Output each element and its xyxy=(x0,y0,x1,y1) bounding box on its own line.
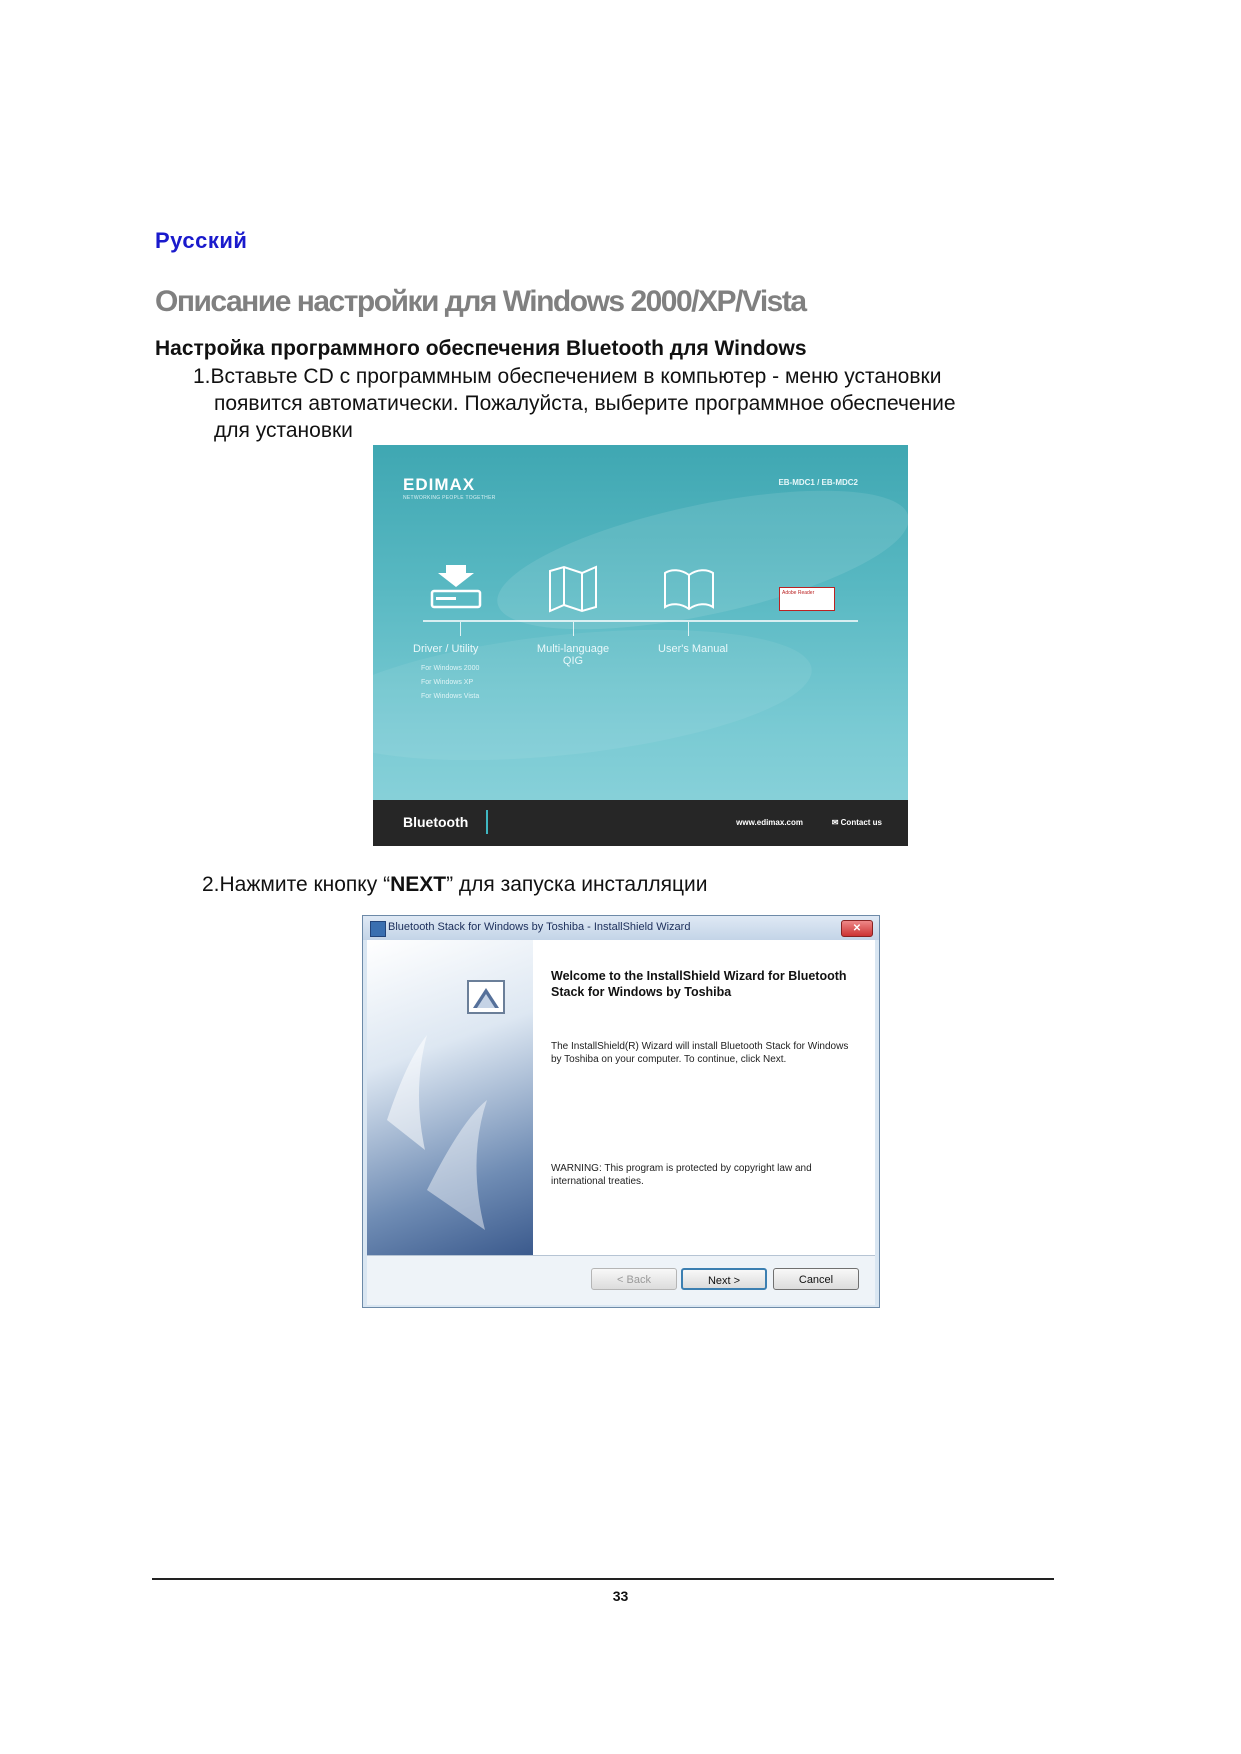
menu-tick xyxy=(460,622,461,636)
menu-item-manual[interactable]: User's Manual xyxy=(658,643,728,655)
installer-app-icon xyxy=(370,921,386,937)
model-label: EB-MDC1 / EB-MDC2 xyxy=(778,478,858,487)
step-1-line-3: для установки xyxy=(214,419,353,442)
background-swirl xyxy=(486,463,908,658)
folded-map-icon[interactable] xyxy=(548,565,598,618)
qig-label-line-2: QIG xyxy=(562,655,584,667)
install-drive-icon[interactable] xyxy=(428,563,484,620)
window-title: Bluetooth Stack for Windows by Toshiba - InstallShield Wizard xyxy=(388,921,691,933)
wizard-heading: Welcome to the InstallShield Wizard for Bluetooth Stack for Windows by Toshiba xyxy=(551,969,847,999)
driver-sub-item: For Windows XP xyxy=(421,679,474,686)
footer-rule xyxy=(152,1578,1054,1580)
page-number: 33 xyxy=(612,1588,629,1604)
launcher-footer xyxy=(373,800,908,846)
step-2-suffix: ” для запуска инсталляции xyxy=(446,873,708,896)
back-button[interactable]: < Back xyxy=(591,1268,677,1290)
step-1 xyxy=(193,363,1093,444)
section-language: Русский xyxy=(155,228,248,253)
footer-accent-bar xyxy=(486,810,488,834)
wizard-warning: WARNING: This program is protected by copyright law and international treaties. xyxy=(551,1163,812,1187)
driver-sub-list xyxy=(421,662,479,704)
wizard-side-banner xyxy=(367,940,533,1255)
wizard-content xyxy=(533,940,875,1255)
menu-item-qig[interactable] xyxy=(523,643,623,667)
driver-sub-item: For Windows Vista xyxy=(421,693,480,700)
page-heading: Описание настройки для Windows 2000/XP/Vista xyxy=(155,285,806,318)
step-1-line-1: 1.Вставьте CD с программным обеспечением в компьютер - меню установки xyxy=(193,365,942,388)
edimax-tagline: NETWORKING PEOPLE TOGETHER xyxy=(403,495,496,501)
cancel-button[interactable]: Cancel xyxy=(773,1268,859,1290)
menu-divider xyxy=(423,620,858,622)
installshield-logo-icon xyxy=(467,980,505,1014)
close-button[interactable]: ✕ xyxy=(841,920,873,937)
driver-sub-item: For Windows 2000 xyxy=(421,665,480,672)
edimax-logo: EDIMAX xyxy=(403,475,476,494)
step-2 xyxy=(202,871,707,898)
open-book-icon[interactable] xyxy=(663,567,715,616)
contact-label: Contact us xyxy=(840,818,882,827)
envelope-icon: ✉ xyxy=(831,818,839,827)
adobe-reader-icon[interactable]: Adobe Reader xyxy=(779,587,835,611)
launcher-screenshot xyxy=(373,445,908,846)
sub-heading: Настройка программного обеспечения Bluetooth для Windows xyxy=(155,337,807,360)
window-titlebar xyxy=(363,916,879,940)
qig-label-line-1: Multi-language xyxy=(536,643,610,655)
menu-tick xyxy=(688,622,689,636)
step-2-next-keyword: NEXT xyxy=(390,873,447,896)
menu-item-driver[interactable]: Driver / Utility xyxy=(413,643,479,655)
step-1-line-2: появится автоматически. Пожалуйста, выберите программное обеспечение xyxy=(214,392,956,415)
wizard-description: The InstallShield(R) Wizard will install Bluetooth Stack for Windows by Toshiba on your computer. To continue, click Next. xyxy=(551,1041,849,1065)
contact-link[interactable] xyxy=(832,818,882,827)
menu-tick xyxy=(573,622,574,636)
sail-graphic xyxy=(367,940,533,1255)
website-link[interactable]: www.edimax.com xyxy=(736,818,803,827)
next-button[interactable]: Next > xyxy=(681,1268,767,1290)
installshield-screenshot xyxy=(362,915,880,1308)
footer-title: Bluetooth xyxy=(403,814,469,830)
step-2-prefix: 2.Нажмите кнопку “ xyxy=(202,873,391,896)
